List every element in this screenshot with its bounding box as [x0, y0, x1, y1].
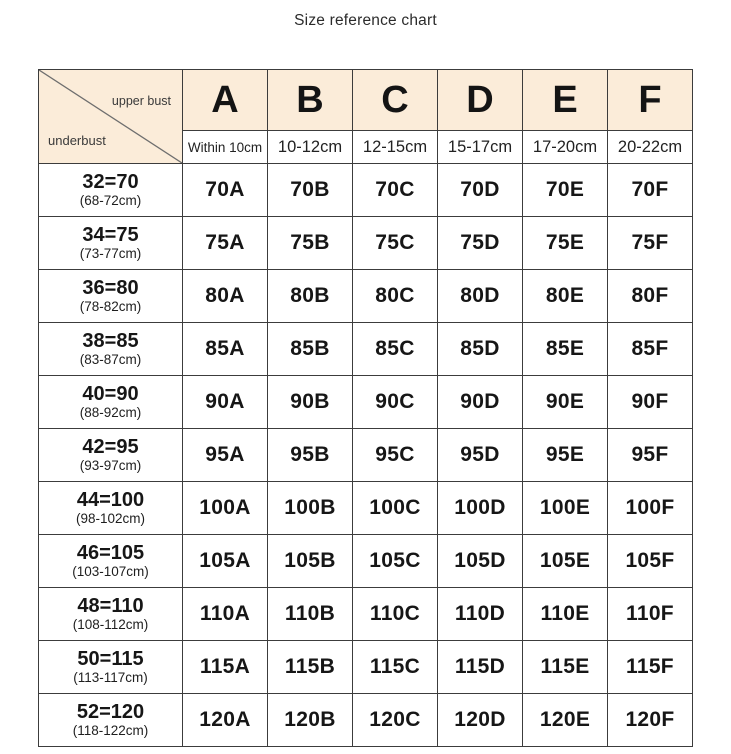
size-cell: 85B: [268, 323, 353, 376]
size-cell: 100F: [608, 482, 693, 535]
size-cell: 70A: [183, 164, 268, 217]
diff-header-e: 17-20cm: [523, 131, 608, 164]
underbust-size: 46=105: [76, 542, 145, 565]
size-cell: 70B: [268, 164, 353, 217]
size-cell: 80E: [523, 270, 608, 323]
upper-bust-label: upper bust: [111, 94, 171, 108]
size-cell: 100D: [438, 482, 523, 535]
size-cell: 95A: [183, 429, 268, 482]
corner-cell: [39, 70, 183, 164]
table-row: [39, 164, 693, 217]
underbust-size: 42=95: [82, 436, 139, 459]
size-cell: 105E: [523, 535, 608, 588]
size-cell: 120F: [608, 694, 693, 747]
size-cell: 110D: [438, 588, 523, 641]
underbust-size-cell: [39, 482, 183, 535]
size-cell: 95F: [608, 429, 693, 482]
cup-header-e: E: [523, 70, 608, 131]
size-cell: 120D: [438, 694, 523, 747]
table-row: [39, 535, 693, 588]
table-row: [39, 641, 693, 694]
cup-header-f: F: [608, 70, 693, 131]
size-reference-table: [38, 69, 693, 747]
underbust-size: 34=75: [82, 224, 139, 247]
size-cell: 105D: [438, 535, 523, 588]
size-cell: 70E: [523, 164, 608, 217]
underbust-size-cell: [39, 535, 183, 588]
underbust-size: 50=115: [77, 648, 144, 671]
size-cell: 80F: [608, 270, 693, 323]
table-row: [39, 217, 693, 270]
size-cell: 100E: [523, 482, 608, 535]
size-cell: 110A: [183, 588, 268, 641]
size-cell: 90C: [353, 376, 438, 429]
size-cell: 90B: [268, 376, 353, 429]
size-cell: 105F: [608, 535, 693, 588]
underbust-size: 40=90: [82, 383, 139, 406]
size-cell: 75A: [183, 217, 268, 270]
underbust-size-cell: [39, 217, 183, 270]
size-cell: 90E: [523, 376, 608, 429]
table-row: [39, 694, 693, 747]
size-cell: 75B: [268, 217, 353, 270]
underbust-range: (83-87cm): [79, 352, 142, 368]
underbust-range: (113-117cm): [73, 670, 148, 686]
underbust-range: (78-82cm): [79, 299, 142, 315]
underbust-size-cell: [39, 694, 183, 747]
page-title: Size reference chart: [294, 12, 437, 29]
diff-header-a: Within 10cm: [183, 131, 268, 164]
table-row: [39, 376, 693, 429]
size-cell: 115E: [523, 641, 608, 694]
underbust-size-cell: [39, 429, 183, 482]
table-row: [39, 270, 693, 323]
size-cell: 85E: [523, 323, 608, 376]
underbust-size: 52=120: [76, 701, 145, 724]
diff-header-b: 10-12cm: [268, 131, 353, 164]
size-cell: 110F: [608, 588, 693, 641]
diff-header-c: 12-15cm: [353, 131, 438, 164]
size-cell: 85A: [183, 323, 268, 376]
underbust-size: 36=80: [82, 277, 139, 300]
underbust-range: (118-122cm): [72, 723, 149, 739]
underbust-size-cell: [39, 588, 183, 641]
size-cell: 80A: [183, 270, 268, 323]
size-cell: 105A: [183, 535, 268, 588]
cup-header-c: C: [353, 70, 438, 131]
underbust-range: (98-102cm): [75, 511, 146, 527]
underbust-size: 32=70: [82, 171, 139, 194]
size-cell: 95D: [438, 429, 523, 482]
underbust-size-cell: [39, 164, 183, 217]
size-cell: 70C: [353, 164, 438, 217]
underbust-size: 48=110: [77, 595, 144, 618]
underbust-size-cell: [39, 641, 183, 694]
underbust-range: (68-72cm): [79, 193, 142, 209]
size-cell: 110C: [353, 588, 438, 641]
size-cell: 115F: [608, 641, 693, 694]
cup-letter-row: [39, 70, 693, 131]
size-cell: 115B: [268, 641, 353, 694]
underbust-size: 44=100: [76, 489, 145, 512]
size-cell: 115A: [183, 641, 268, 694]
table-row: [39, 323, 693, 376]
table-row: [39, 588, 693, 641]
table-row: [39, 429, 693, 482]
underbust-range: (108-112cm): [72, 617, 149, 633]
size-cell: 95B: [268, 429, 353, 482]
underbust-range: (93-97cm): [79, 458, 142, 474]
size-cell: 90F: [608, 376, 693, 429]
size-cell: 100C: [353, 482, 438, 535]
underbust-size-cell: [39, 270, 183, 323]
size-cell: 105B: [268, 535, 353, 588]
size-cell: 110B: [268, 588, 353, 641]
size-cell: 100A: [183, 482, 268, 535]
size-cell: 90D: [438, 376, 523, 429]
size-cell: 115C: [353, 641, 438, 694]
size-cell: 120B: [268, 694, 353, 747]
size-cell: 100B: [268, 482, 353, 535]
size-cell: 75F: [608, 217, 693, 270]
size-cell: 85C: [353, 323, 438, 376]
underbust-size-cell: [39, 376, 183, 429]
size-cell: 120C: [353, 694, 438, 747]
size-cell: 110E: [523, 588, 608, 641]
cup-header-a: A: [183, 70, 268, 131]
underbust-range: (73-77cm): [79, 246, 142, 262]
size-cell: 90A: [183, 376, 268, 429]
size-cell: 80D: [438, 270, 523, 323]
underbust-size-cell: [39, 323, 183, 376]
diagonal-divider-line: [39, 70, 182, 163]
cup-header-d: D: [438, 70, 523, 131]
underbust-range: (88-92cm): [79, 405, 142, 421]
size-cell: 75C: [353, 217, 438, 270]
size-cell: 115D: [438, 641, 523, 694]
size-cell: 85D: [438, 323, 523, 376]
size-cell: 120E: [523, 694, 608, 747]
size-cell: 85F: [608, 323, 693, 376]
size-cell: 95C: [353, 429, 438, 482]
underbust-size: 38=85: [82, 330, 139, 353]
underbust-range: (103-107cm): [72, 564, 149, 580]
size-cell: 80B: [268, 270, 353, 323]
table-row: [39, 482, 693, 535]
size-cell: 95E: [523, 429, 608, 482]
size-cell: 120A: [183, 694, 268, 747]
size-cell: 70F: [608, 164, 693, 217]
size-cell: 70D: [438, 164, 523, 217]
diff-header-f: 20-22cm: [608, 131, 693, 164]
diff-header-d: 15-17cm: [438, 131, 523, 164]
size-cell: 80C: [353, 270, 438, 323]
size-cell: 75D: [438, 217, 523, 270]
size-cell: 75E: [523, 217, 608, 270]
underbust-label: underbust: [48, 133, 106, 148]
size-cell: 105C: [353, 535, 438, 588]
cup-header-b: B: [268, 70, 353, 131]
